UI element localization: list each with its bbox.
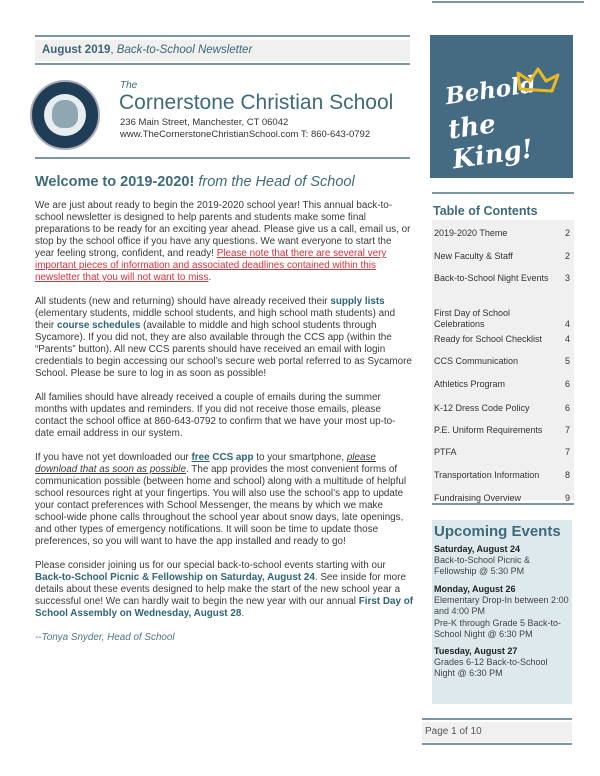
paragraph-text: If you have not yet downloaded our (35, 452, 192, 463)
event-item (434, 618, 570, 640)
table-of-contents (432, 220, 574, 503)
masthead-rule (35, 157, 410, 159)
event-description: Grades 6-12 Back-to-School Night @ 6:30 PM (434, 657, 548, 678)
toc-title: Table of Contents (433, 204, 538, 218)
emphasis-text: course schedules (56, 320, 141, 331)
school-name-prefix: The (120, 80, 138, 91)
footer-rule-top (422, 718, 572, 720)
paragraph-text: We are just about ready to begin the 2019-2020 school year! This annual back-to-school newsletter is designed to help parents and students make some final preparations to be ready for an exciting year ahead. Please give us a call, email us, or stop by the school office if you have any questions. We want everyone to start the year feeling strong, confident, and ready! (35, 200, 411, 259)
paragraph-text: . (241, 608, 245, 619)
event-description: Pre-K through Grade 5 Back-to-School Night @ 6:30 PM (434, 618, 562, 639)
emphasis-text: supply lists (330, 296, 385, 307)
paragraph-text: (elementary students, middle school students, and high school math students) and their (35, 308, 396, 331)
crown-icon (516, 67, 560, 95)
welcome-heading (35, 174, 355, 190)
welcome-subtitle: from the Head of School (194, 174, 355, 190)
toc-item-page: 6 (564, 379, 570, 389)
welcome-letter (35, 200, 413, 656)
toc-item[interactable] (434, 425, 570, 436)
page-indicator: Page 1 of 10 (422, 722, 572, 742)
emphasis-text: Please note that there are several very important pieces of information and associated deadlines contained within this newsletter that you will not want to miss (35, 248, 387, 283)
toc-item-label: P.E. Uniform Requirements (434, 425, 543, 435)
school-name: Cornerstone Christian School (119, 91, 394, 114)
toc-item-page: 5 (564, 356, 570, 366)
footer-rule-bottom (422, 743, 572, 745)
toc-item-label: 2019-2020 Theme (434, 228, 508, 238)
letter-paragraph (35, 392, 413, 440)
toc-item-page: 4 (564, 334, 570, 344)
toc-item[interactable] (434, 228, 570, 239)
toc-item-page: 9 (564, 493, 570, 503)
toc-item-label: Fundraising Overview (434, 493, 522, 503)
theme-line2: the King! (446, 109, 535, 176)
toc-item-label: First Day of School Celebrations (434, 308, 511, 329)
toc-item-label: K-12 Dress Code Policy (434, 403, 530, 413)
toc-item[interactable] (434, 273, 570, 284)
toc-item-page: 2 (564, 228, 570, 238)
toc-item[interactable] (434, 379, 570, 390)
letter-paragraph (35, 296, 413, 380)
event-item (434, 544, 570, 577)
paragraph-text: All families should have already received a couple of emails during the summer months with updates and reminders. If you did not receive those emails, please contact the school office at 860-643-0792 to confirm that we have your most up-to-date email address in our system. (35, 392, 396, 439)
toc-item-page: 8 (564, 470, 570, 480)
letter-paragraph (35, 452, 413, 548)
event-date: Monday, August 26 (434, 584, 516, 594)
toc-item[interactable] (434, 447, 570, 458)
events-title: Upcoming Events (434, 523, 561, 540)
emphasis-text: please download that as soon as possible (35, 452, 376, 475)
newsletter-title: Back-to-School Newsletter (116, 44, 253, 56)
emphasis-text: CCS app (209, 452, 254, 463)
letter-paragraphs (35, 200, 413, 620)
theme-graphic (430, 35, 573, 178)
toc-item[interactable] (434, 470, 570, 481)
school-address: 236 Main Street, Manchester, CT 06042 (120, 117, 289, 128)
paragraph-text: to your smartphone, (253, 452, 347, 463)
signature: --Tonya Snyder, Head of School (35, 632, 175, 643)
event-date: Tuesday, August 27 (434, 646, 518, 656)
issue-month: August 2019 (42, 44, 111, 56)
toc-item-page: 7 (564, 447, 570, 457)
separator: , (110, 44, 117, 56)
newsletter-banner (35, 40, 410, 61)
top-rule-right (432, 1, 584, 3)
toc-item-label: Ready for School Checklist (434, 334, 543, 344)
toc-item[interactable] (434, 403, 570, 414)
event-item (434, 584, 570, 617)
paragraph-text: All students (new and returning) should have already received their (35, 296, 331, 307)
event-description: Back-to-School Picnic & Fellowship @ 5:30 PM (434, 555, 531, 576)
toc-item-page: 7 (564, 425, 570, 435)
school-seal-logo (30, 80, 100, 150)
emphasis-text: Back-to-School Picnic & Fellowship on Saturday, August 24 (35, 572, 315, 583)
emphasis-text: First Day of School Assembly on Wednesday, August 28 (35, 596, 414, 619)
toc-item-page: 6 (564, 403, 570, 413)
event-description: Elementary Drop-In between 2:00 and 4:00 PM (434, 595, 569, 616)
event-date: Saturday, August 24 (434, 544, 521, 554)
toc-item-page: 2 (564, 251, 570, 261)
toc-item[interactable] (434, 356, 570, 367)
toc-item-label: Back-to-School Night Events (434, 273, 549, 283)
app-link[interactable]: free (191, 452, 210, 463)
upcoming-events (432, 520, 572, 704)
toc-item-label: Transportation Information (434, 470, 540, 480)
toc-rule (432, 503, 574, 505)
sidebar-rule (432, 192, 574, 194)
toc-item-label: New Faculty & Staff (434, 251, 513, 261)
toc-item-label: Athletics Program (434, 379, 506, 389)
header-rule-bottom (35, 63, 410, 65)
welcome-title: Welcome to 2019-2020! (35, 174, 195, 190)
toc-item[interactable] (434, 334, 570, 345)
toc-item[interactable] (434, 308, 570, 330)
paragraph-text: (available to middle and high school students through Sycamore). If you did not, they are also available through the CCS app (within the “Parents” button). All new CCS parents should have received an email with login credentials to begin accessing our school’s secure web portal referred to as Sycamore School. Please be sure to log in as soon as possible! (35, 320, 412, 379)
paragraph-text: . (208, 272, 212, 283)
paragraph-text: . The app provides the most convenient forms of communication possible (between home and school) along with a multitude of helpful school resources right at your fingertips. You will also use the school’s app to update your contact preferences with School Messenger, the means by which we make school-wide phone calls throughout the school year about snow days, late openings, and other types of emergency notifications. It will soon be time to update those preferences, so you will want to have the app installed and ready to go! (35, 464, 407, 547)
event-item (434, 646, 570, 679)
school-website-phone[interactable]: www.TheCornerstoneChristianSchool.com T: 860-643-0792 (120, 129, 371, 140)
theme-line1: Behold (443, 70, 538, 111)
paragraph-text: . See inside for more details about these events designed to help make the start of the new school year a successful one! We can hardly wait to begin the new year with our annual (35, 572, 406, 607)
toc-item-page: 4 (564, 319, 570, 329)
paragraph-text: Please consider joining us for our special back-to-school events starting with our (35, 560, 386, 571)
toc-item-label: CCS Communication (434, 356, 519, 366)
toc-item-label: PTFA (434, 447, 457, 457)
letter-paragraph (35, 200, 413, 284)
toc-item[interactable] (434, 251, 570, 262)
header-rule-top (35, 35, 410, 37)
toc-item-page: 3 (564, 273, 570, 283)
letter-paragraph (35, 560, 413, 620)
